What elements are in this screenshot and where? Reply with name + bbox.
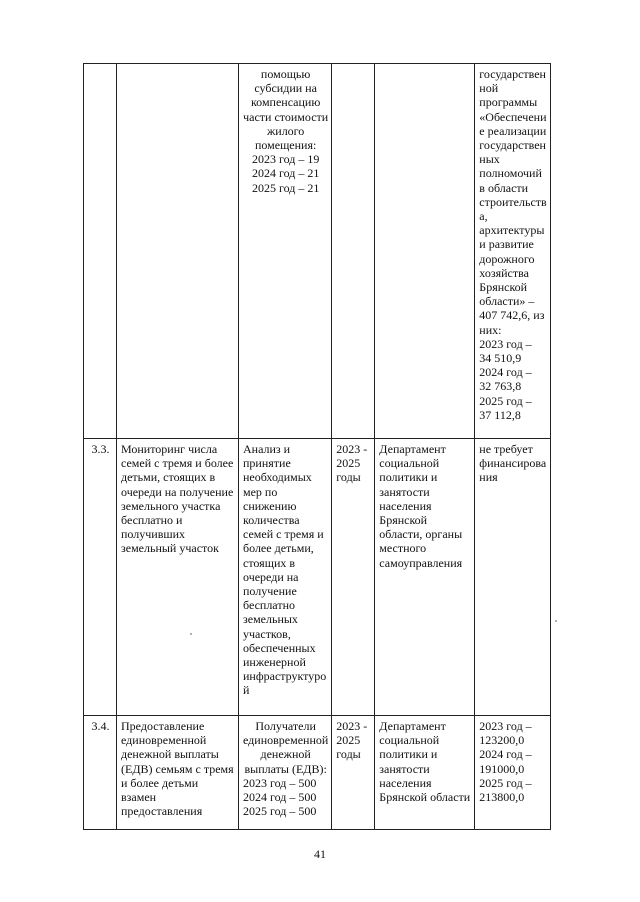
cell-line: социальной <box>379 456 440 471</box>
cell-line: стоящих в <box>243 555 296 570</box>
cell-line: семей с тремя и <box>243 527 324 542</box>
cell-line: 2025 год – <box>479 393 532 408</box>
cell-name <box>117 64 239 439</box>
cell-line: и более детьми <box>121 775 199 790</box>
cell-line: 213800,0 <box>479 790 525 805</box>
cell-result <box>239 64 332 439</box>
cell-line: очереди на <box>243 569 299 584</box>
cell-line: 37 112,8 <box>479 407 521 422</box>
cell-line: инфраструктуро <box>243 669 327 684</box>
cell-financing <box>475 64 551 439</box>
cell-line: 2024 год – <box>479 747 532 762</box>
cell-line: 2023 - <box>336 442 368 456</box>
cell-line: Департамент <box>379 719 446 733</box>
cell-line: 2025 <box>336 733 361 748</box>
cell-line: е реализации <box>479 123 547 138</box>
cell-line: занятости <box>379 761 430 776</box>
table-row-3-3 <box>84 439 551 716</box>
cell-line: 2025 <box>336 456 361 471</box>
cell-line: в области <box>479 180 529 195</box>
program-table <box>83 63 551 830</box>
cell-line: субсидии на <box>254 81 317 96</box>
cell-line: Получатели <box>255 719 316 733</box>
cell-line: области» – <box>479 294 535 309</box>
cell-line: 2023 год – 19 <box>251 152 320 167</box>
cell-term <box>332 439 375 716</box>
cell-line: обеспеченных <box>243 640 316 655</box>
cell-line: социальной <box>379 733 440 748</box>
cell-line: «Обеспечени <box>479 109 547 124</box>
cell-line: Департамент <box>379 442 446 456</box>
cell-line: области, органы <box>379 527 463 542</box>
cell-line: государствен <box>479 138 546 153</box>
cell-line: количества <box>243 513 300 528</box>
table-row-continuation <box>84 64 551 439</box>
cell-line: жилого <box>266 123 305 138</box>
cell-line: инженерной <box>243 655 306 670</box>
cell-line: дорожного <box>479 251 535 266</box>
cell-line: строительств <box>479 194 547 209</box>
cell-line: архитектуры <box>479 223 545 238</box>
cell-line: земельных <box>243 612 298 627</box>
cell-line: участков, <box>243 626 291 641</box>
cell-num: 3.4. <box>84 716 117 830</box>
cell-financing <box>475 439 551 716</box>
cell-line: хозяйства <box>479 265 529 280</box>
cell-line: (ЕДВ) семьям с тремя <box>121 761 234 776</box>
cell-term <box>332 64 375 439</box>
cell-result <box>239 439 332 716</box>
cell-line: очереди на получение <box>121 484 234 499</box>
cell-line: получивших <box>121 527 186 542</box>
cell-result <box>239 716 332 830</box>
cell-line: принятие <box>243 456 291 471</box>
cell-line: самоуправления <box>379 555 463 570</box>
cell-line: бесплатно <box>243 598 295 613</box>
cell-executor <box>375 439 475 716</box>
cell-executor <box>375 64 475 439</box>
cell-num: 3.3. <box>84 439 117 716</box>
cell-line: земельного участка <box>121 498 221 513</box>
cell-line: ния <box>479 470 498 485</box>
cell-line: местного <box>379 541 427 556</box>
cell-line: выплаты (ЕДВ): <box>244 761 327 776</box>
cell-line: 2023 год – 500 <box>243 775 317 790</box>
cell-line: финансирова <box>479 456 547 471</box>
cell-line: предоставления <box>121 804 203 819</box>
cell-line: полномочий <box>479 166 542 181</box>
cell-line: ной <box>479 81 499 96</box>
cell-line: получение <box>243 584 297 599</box>
cell-executor <box>375 716 475 830</box>
cell-line: 2024 год – <box>479 365 532 380</box>
cell-name <box>117 716 239 830</box>
cell-line: не требует <box>479 442 533 456</box>
cell-line: земельный участок <box>121 541 219 556</box>
scan-speck <box>190 633 192 635</box>
cell-line: 2025 год – 21 <box>251 180 320 195</box>
cell-line: программы <box>479 95 538 110</box>
page-number: 41 <box>314 847 326 861</box>
cell-line: Брянской <box>479 280 528 295</box>
cell-line: политики и <box>379 747 438 762</box>
cell-term <box>332 716 375 830</box>
cell-num <box>84 64 117 439</box>
cell-line: 2025 год – <box>479 775 532 790</box>
cell-line: необходимых <box>243 470 312 485</box>
cell-line: части стоимости <box>243 109 329 124</box>
cell-line: занятости <box>379 484 430 499</box>
cell-line: детьми, стоящих в <box>121 470 216 485</box>
cell-line: снижению <box>243 498 297 513</box>
cell-line: 191000,0 <box>479 761 525 776</box>
cell-line: компенсацию <box>250 95 321 110</box>
cell-line: 2023 - <box>336 719 368 733</box>
cell-line: Мониторинг числа <box>121 442 218 456</box>
cell-line: 2024 год – 500 <box>243 790 317 805</box>
cell-line: а, <box>479 209 488 224</box>
cell-line: й <box>243 683 250 698</box>
cell-line: денежной выплаты <box>121 747 219 762</box>
table-row-3-4 <box>84 716 551 830</box>
cell-line: и развитие <box>479 237 534 252</box>
cell-financing <box>475 716 551 830</box>
cell-name <box>117 439 239 716</box>
cell-line: мер по <box>243 484 278 499</box>
cell-line: 2025 год – 500 <box>243 804 317 819</box>
scan-speck <box>555 620 557 622</box>
cell-line: Брянской <box>379 513 428 528</box>
cell-line: 2023 год – <box>479 336 532 351</box>
cell-line: взамен <box>121 790 157 805</box>
cell-line: более детьми, <box>243 541 314 556</box>
cell-line: годы <box>336 747 361 762</box>
cell-line: помощью <box>260 67 311 81</box>
cell-line: помещения: <box>254 138 317 153</box>
cell-line: 2024 год – 21 <box>251 166 320 181</box>
cell-line: семей с тремя и более <box>121 456 234 471</box>
cell-line: Анализ и <box>243 442 291 456</box>
cell-line: государствен <box>479 67 546 81</box>
cell-line: бесплатно и <box>121 513 183 528</box>
cell-line: ных <box>479 152 500 167</box>
cell-line: 407 742,6, из <box>479 308 545 323</box>
cell-line: Брянской области <box>379 790 471 805</box>
cell-line: политики и <box>379 470 438 485</box>
cell-line: единовременной <box>121 733 207 748</box>
cell-line: 34 510,9 <box>479 351 522 366</box>
cell-line: населения <box>379 498 432 513</box>
cell-line: 2023 год – <box>479 719 532 733</box>
cell-line: 32 763,8 <box>479 379 522 394</box>
cell-line: денежной <box>260 747 311 762</box>
cell-line: 123200,0 <box>479 733 525 748</box>
cell-line: годы <box>336 470 361 485</box>
cell-line: них: <box>479 322 502 337</box>
cell-line: Предоставление <box>121 719 205 733</box>
cell-line: населения <box>379 775 432 790</box>
cell-line: единовременной <box>243 733 329 748</box>
